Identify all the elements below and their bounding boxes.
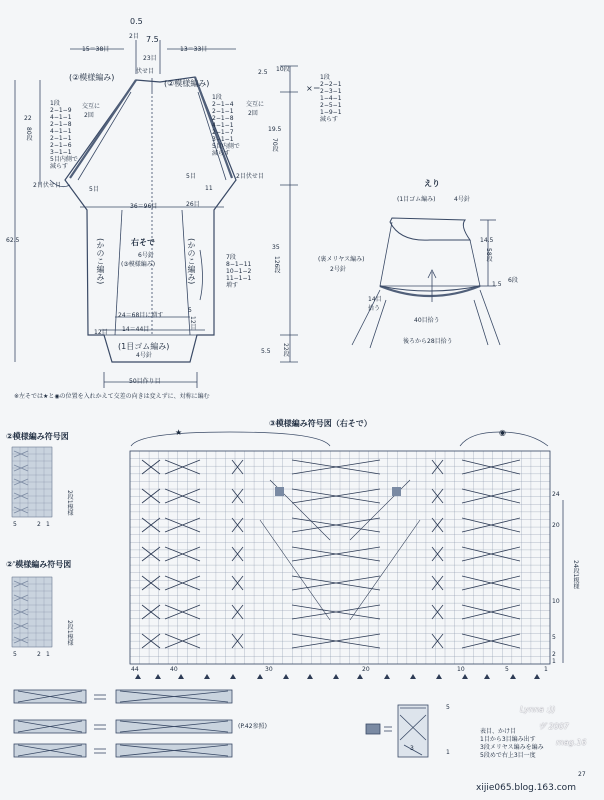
collar-rib: (1目ゴム編み) (397, 196, 436, 203)
chart2-axis-5: 5 (13, 521, 17, 528)
page-number: 27 (578, 771, 586, 778)
right-55: 5.5 (261, 348, 271, 355)
right-dim: 13＝33目 (180, 46, 208, 53)
col-20: 20 (362, 666, 370, 673)
page-ref: (P.42参照) (238, 723, 267, 730)
row-24: 24 (552, 491, 560, 498)
pattern3-label: (③模様編み) (121, 261, 156, 268)
right-195: 19.5 (268, 126, 282, 133)
width-36: 36＝96目 (130, 203, 158, 210)
collar-h-rows: 58段 (485, 248, 492, 262)
chart2b-rows: 2段1模様 (66, 620, 73, 646)
col-30: 30 (265, 666, 273, 673)
left-dec-lines: 1段 2−1−9 4−1−1 2−1−8 4−1−1 2−1−1 2−1−6 3−1−1 5目内側で 減らす (50, 100, 78, 170)
right-26: 26目 (186, 201, 200, 208)
left-dim: 15＝38目 (82, 46, 110, 53)
right-top-rows: 10段 (276, 66, 290, 73)
watermark-3: mag.16 (556, 738, 587, 747)
chart2b-axis-1: 1 (46, 651, 50, 658)
chart2b-axis-2: 2 (37, 651, 41, 658)
right-pattern: (②模様編み) (164, 79, 210, 88)
left-12: 12目 (94, 329, 108, 336)
right-alt: 交互に (246, 101, 265, 108)
collar-reverse: (裏メリヤス編み) (318, 256, 365, 263)
row-10: 10 (552, 598, 560, 605)
right-12: 12目 (189, 316, 196, 330)
cast-on: 50目作り目 (129, 378, 161, 385)
rib-needle: 4号針 (136, 352, 152, 359)
row-20: 20 (552, 522, 560, 529)
left-5: 5目 (89, 186, 99, 193)
chart2-rows: 2段1模様 (66, 490, 73, 516)
legend-3: 3 (410, 745, 414, 752)
row-1: 1 (552, 658, 556, 665)
chart2-axis-1: 1 (46, 521, 50, 528)
sleeve-needle: 6号針 (138, 252, 154, 259)
right-11: 11 (205, 185, 213, 192)
repeat-label: 24段1模様 (572, 560, 579, 590)
width-14: 14＝44目 (122, 326, 150, 333)
right-35: 35 (272, 244, 280, 251)
watermark-1: Lynna :)) (520, 705, 556, 714)
right-126: 126段 (273, 256, 280, 274)
top-len: 0.5 (130, 17, 143, 26)
site-url: xijie065.blog.163.com (476, 783, 576, 793)
left-pattern: (②模様編み) (69, 73, 115, 82)
collar-left-pick: 拾う (368, 305, 381, 312)
right-dec-lines: 1段 2−1−4 2−1−1 2−1−8 4−1−1 2−1−7 3−1−1 5目内側で 減らす (212, 94, 240, 157)
chart3-title: ③模様編み符号図（右そで） (269, 419, 372, 428)
col-40: 40 (170, 666, 178, 673)
top-rows: 2目 (129, 33, 139, 40)
collar-title: えり (424, 179, 440, 188)
right-kanoko: (かのこ編み) (187, 238, 196, 285)
chart2b-axis-5: 5 (13, 651, 17, 658)
rib-label: (1目ゴム編み) (118, 342, 170, 351)
width-24: 24＝68目に増す (118, 312, 164, 319)
sleeve-title: 右そで (131, 238, 155, 247)
sleeve-note: ※左そでは★と◉の位置を入れかえて交差の向きは変えずに、対称に編む (14, 393, 210, 400)
col-5: 5 (505, 666, 509, 673)
collar-back-28: 後ろから28目拾う (403, 338, 453, 345)
collar-base-rows: 6段 (508, 277, 518, 284)
right-70: 70段 (271, 138, 278, 152)
left-vert-rows: 80段 (25, 127, 32, 141)
right-5b: 5 (188, 307, 192, 314)
circle-mark: ◉ (499, 428, 506, 437)
left-vert-cm: 22 (24, 115, 32, 122)
cross-mark: ×＝ (306, 84, 321, 93)
collar-front-40: 40目拾う (414, 317, 440, 324)
watermark-2: ヴ 2007 (538, 722, 569, 731)
chart2-title: ②模様編み符号図 (6, 432, 69, 441)
center-sts: 23目 (143, 55, 157, 62)
col-1: 1 (544, 666, 548, 673)
collar-reverse-needle: 2号針 (330, 266, 346, 273)
left-bindoff: 2目伏せ目 (33, 182, 61, 189)
legend-5: 5 (446, 704, 450, 711)
row-5: 5 (552, 634, 556, 641)
collar-h-cm: 14.5 (480, 237, 494, 244)
inc-lines: 7段 8−1−11 10−1−2 11−1−1 増す (226, 254, 252, 289)
alt-label2: 2回 (84, 112, 94, 119)
cast-off: 伏せ目 (136, 68, 155, 75)
collar-left-14: 14目 (368, 296, 382, 303)
center-len: 7.5 (146, 35, 159, 44)
right-5: 5目 (186, 173, 196, 180)
cross-lines: 1段 2−2−1 2−3−1 1−4−1 2−5−1 1−9−1 減らす (320, 74, 342, 123)
col-44: 44 (131, 666, 139, 673)
right-top-cm: 2.5 (258, 69, 268, 76)
alt-label: 交互に (82, 103, 101, 110)
chart2-axis-2: 2 (37, 521, 41, 528)
chart2b-title: ②'模様編み符号図 (6, 560, 72, 569)
legend-text: 表目、かけ目 1目から3目編み出す 3段メリヤス編みを編み 5段めで右上3目一度 (480, 728, 544, 759)
collar-base-cm: 1.5 (492, 281, 502, 288)
star-mark: ★ (175, 428, 183, 437)
left-kanoko: (かのこ編み) (96, 238, 105, 285)
right-bindoff: 2目伏せ目 (236, 173, 264, 180)
right-alt2: 2回 (248, 110, 258, 117)
legend-1: 1 (446, 749, 450, 756)
col-10: 10 (457, 666, 465, 673)
collar-needle: 4号針 (454, 196, 470, 203)
right-22: 22段 (282, 343, 289, 357)
total-len: 62.5 (6, 237, 20, 244)
row-2: 2 (552, 651, 556, 658)
